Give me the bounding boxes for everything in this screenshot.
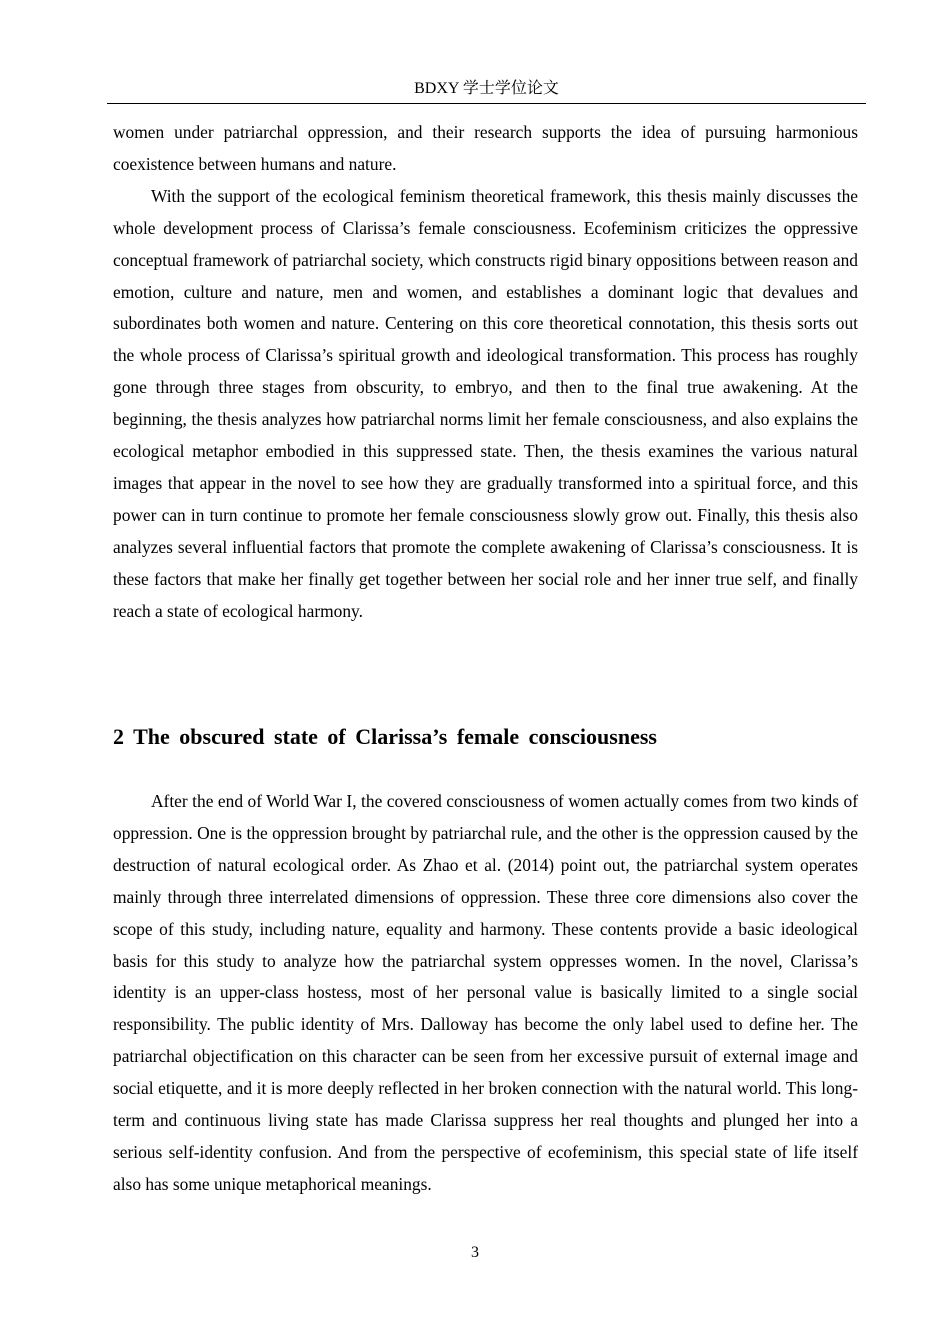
body-paragraph-obscured-state: After the end of World War I, the covered consciousness of women actually comes from two kinds of oppression. One is the oppression brought by patriarchal rule, and the other is the oppression caused by the destruction of natural ecological order. As Zhao et al. (2014) point out, the patriarchal system operates mainly through three interrelated dimensions of oppression. These three core dimensions also cover the scope of this study, including nature, equality and harmony. These contents provide a basic ideological basis for this study to analyze how the patriarchal system oppresses women. In the novel, Clarissa’s identity is an upper-class hostess, most of her personal value is basically limited to a single social responsibility. The public identity of Mrs. Dalloway has become the only label used to define her. The patriarchal objectification on this character can be seen from her excessive pursuit of external image and social etiquette, and it is more deeply reflected in her broken connection with the natural world. This long-term and continuous living state has made Clarissa suppress her real thoughts and plunged her into a serious self-identity confusion. And from the perspective of ecofeminism, this special state of life itself also has some unique metaphorical meanings. <box>113 791 858 1194</box>
body-paragraph-framework: With the support of the ecological feminism theoretical framework, this thesis mainly discusses the whole development process of Clarissa’s female consciousness. Ecofeminism criticizes the oppressive conceptual framework of patriarchal society, which constructs rigid binary oppositions between reason and emotion, culture and nature, men and women, and establishes a dominant logic that devalues and subordinates both women and nature. Centering on this core theoretical connotation, this thesis sorts out the whole process of Clarissa’s spiritual growth and ideological transformation. This process has roughly gone through three stages from obscurity, to embryo, and then to the final true awakening. At the beginning, the thesis analyzes how patriarchal norms limit her female consciousness, and also explains the ecological metaphor embodied in this suppressed state. Then, the thesis examines the various natural images that appear in the novel to see how they are gradually transformed into a spiritual force, and this power can in turn continue to promote her female consciousness slowly grow out. Finally, this thesis also analyzes several influential factors that promote the complete awakening of Clarissa’s consciousness. It is these factors that make her finally get together between her social role and her inner true self, and finally reach a state of ecological harmony. <box>113 185 858 621</box>
running-header <box>107 78 866 104</box>
page-number: 3 <box>471 1244 479 1261</box>
continued-paragraph: women under patriarchal oppression, and their research supports the idea of pursuing harmonious coexistence between humans and nature. <box>113 122 858 174</box>
running-title: BDXY 学士学位论文 <box>414 80 559 97</box>
section-text-block <box>113 786 858 1201</box>
section-heading: 2 The obscured state of Clarissa’s female consciousness <box>113 724 657 749</box>
intro-text-block <box>113 117 858 628</box>
